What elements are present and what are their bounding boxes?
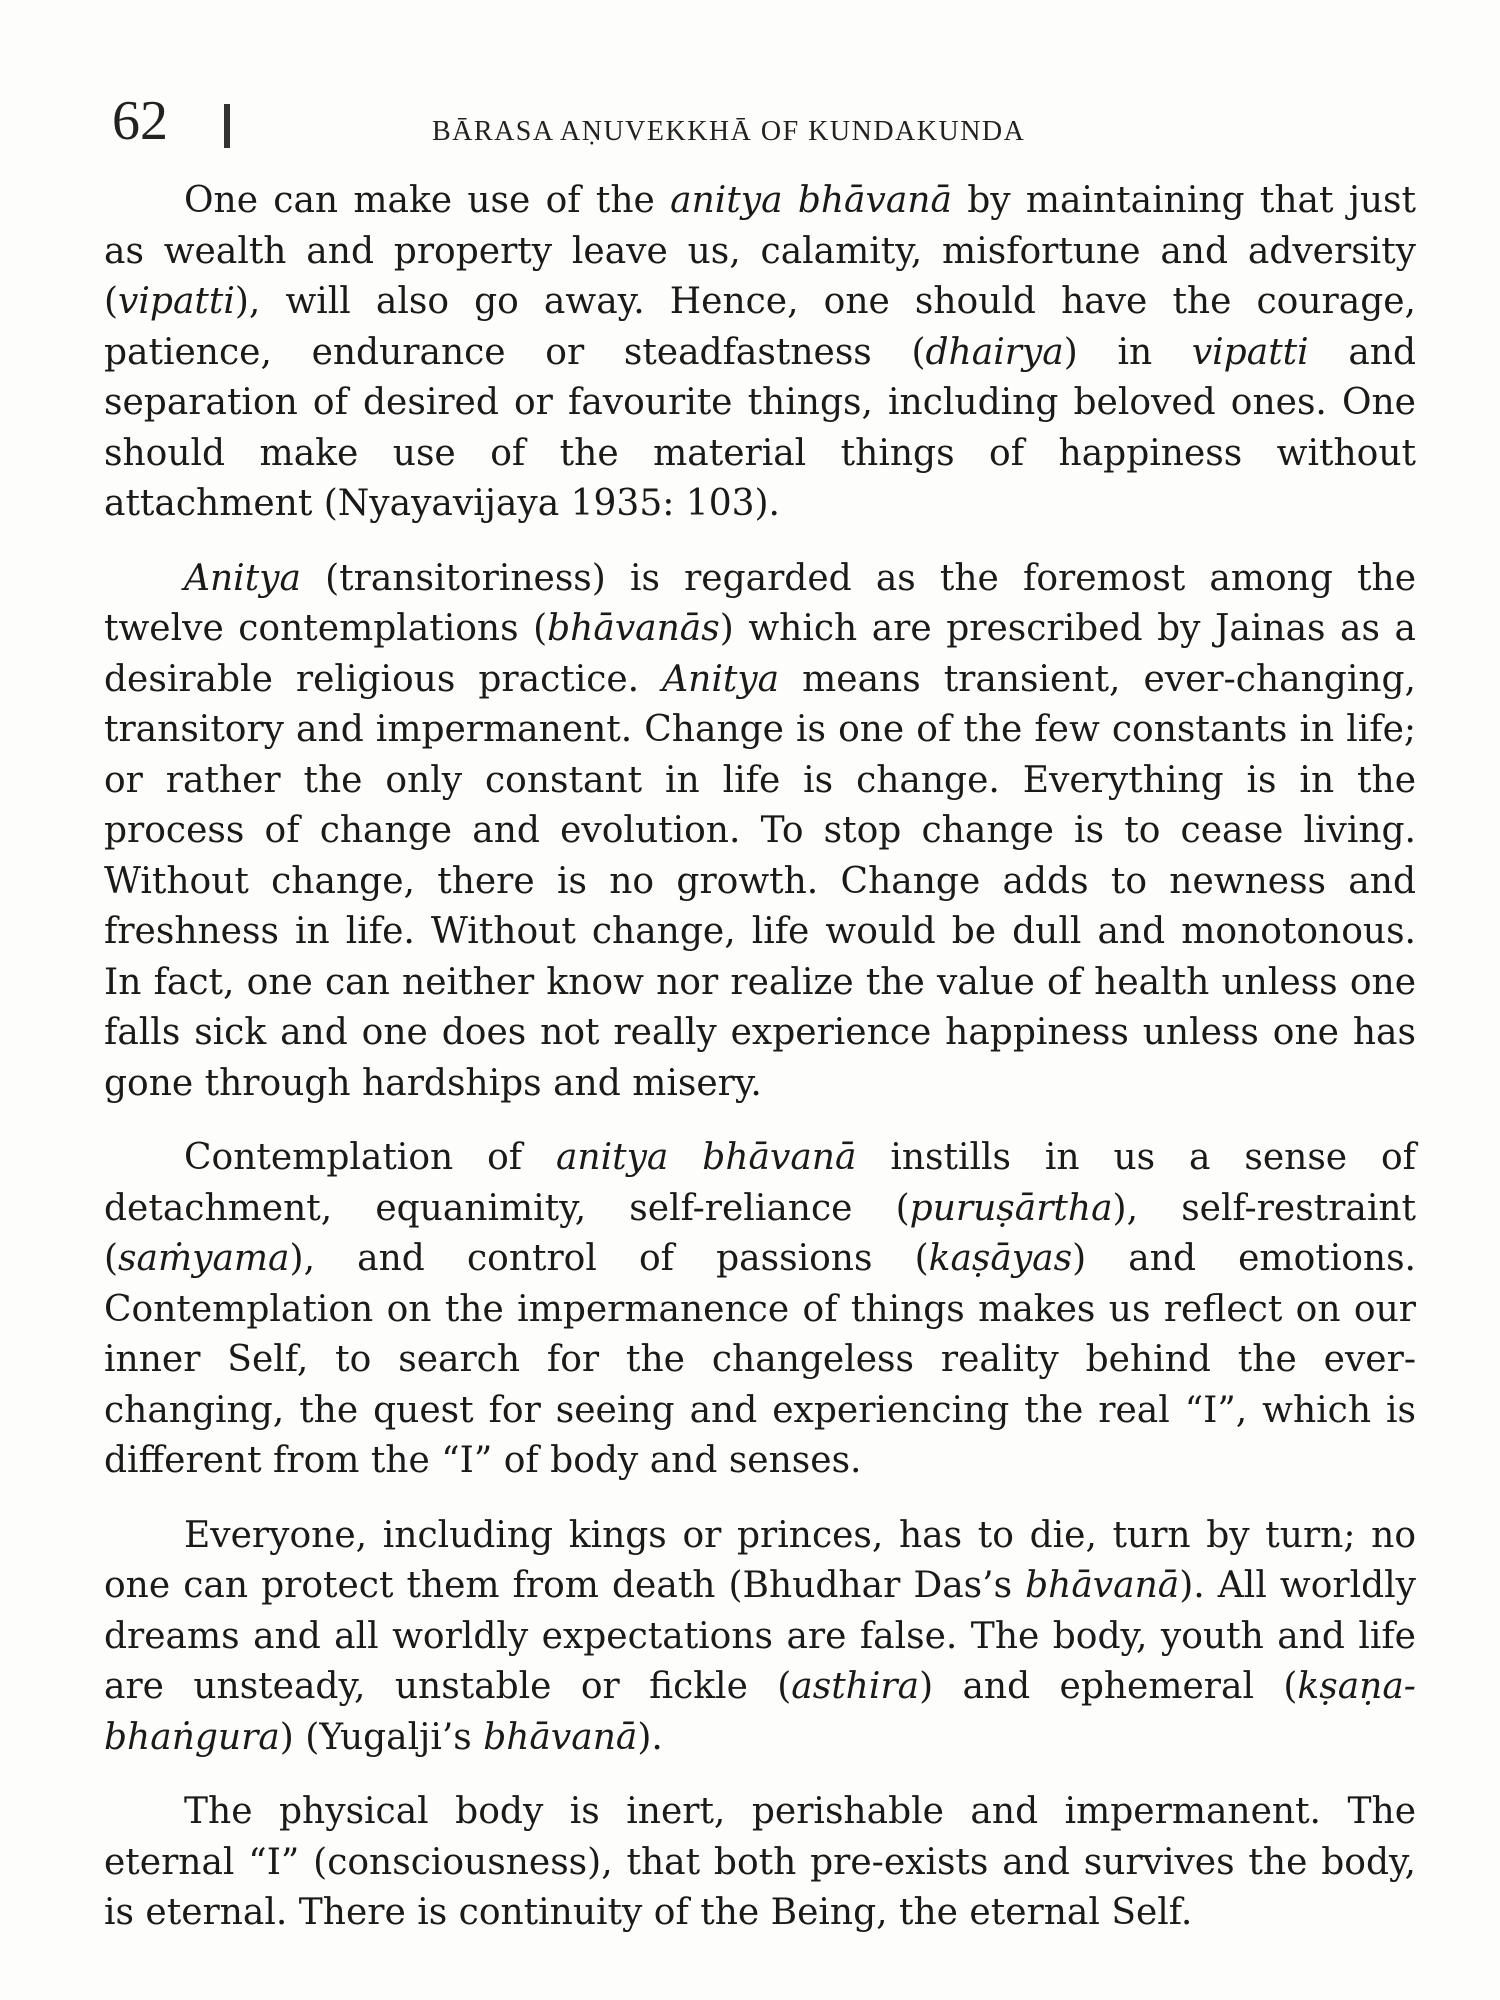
italic-term: Anitya bbox=[662, 658, 780, 700]
paragraph-2 bbox=[104, 554, 1416, 1110]
text-run: ). All worldly dreams and all worldly expectations are false. The body, youth and life are unsteady, unstable or fickle ( bbox=[104, 1565, 1416, 1707]
text-run: (transitoriness) is regarded as the foremost among the twelve contemplations ( bbox=[104, 557, 1416, 649]
text-run: The physical body is inert, perishable and impermanent. The eternal “I” (consciousness), that both pre-exists and survives the body, is eternal. There is continuity of the Being, the eternal Self. bbox=[104, 1791, 1416, 1933]
italic-term: anitya bhāvanā bbox=[555, 1137, 857, 1178]
text-run: by maintaining that just as wealth and property leave us, calamity, misfortune and adversity ( bbox=[104, 180, 1416, 322]
text-run: ), self-restraint ( bbox=[104, 1187, 1416, 1279]
text-run: ) (Yugalji’s bbox=[279, 1716, 484, 1758]
running-head: BĀRASA AṆUVEKKHĀ OF KUNDAKUNDA bbox=[432, 116, 1026, 147]
italic-term: asthira bbox=[791, 1666, 920, 1707]
text-run: ), and control of passions ( bbox=[289, 1238, 929, 1279]
text-run: means transient, ever-changing, transitory and impermanent. Change is one of the few constants in life; or rather the only constant in life is change. Everything is in the process of change and evolution. To stop change is to cease living. Without change, there is no growth. Change adds to newness and freshness in life. Without change, life would be dull and monotonous. In fact, one can neither know nor realize the value of health unless one falls sick and one does not really experience happiness unless one has gone through hardships and misery. bbox=[104, 658, 1416, 1104]
italic-term: bhāvanās bbox=[547, 608, 720, 649]
paragraph-1 bbox=[104, 176, 1416, 530]
text-run: ) and ephemeral ( bbox=[919, 1666, 1298, 1707]
text-run: Contemplation of bbox=[184, 1137, 556, 1178]
italic-term: puruṣārtha bbox=[909, 1187, 1113, 1229]
text-run: ) which are prescribed by Jainas as a desirable religious practice. bbox=[104, 608, 1416, 700]
page-header bbox=[112, 88, 1412, 158]
header-divider bbox=[224, 104, 230, 148]
italic-term: anitya bhāvanā bbox=[670, 180, 952, 221]
page-number: 62 bbox=[112, 90, 168, 152]
italic-term: kaṣāyas bbox=[928, 1238, 1073, 1279]
text-run: instills in us a sense of detachment, equanimity, self-reliance ( bbox=[104, 1137, 1417, 1229]
text-run: ). bbox=[637, 1716, 663, 1758]
text-run: ) in bbox=[1063, 331, 1192, 373]
text-run: ), will also go away. Hence, one should have the courage, patience, endurance or steadfastness ( bbox=[104, 281, 1416, 373]
text-run: and separation of desired or favourite things, including beloved ones. One should make use of the material things of happiness without attachment (Nyayavijaya 1935: 103). bbox=[104, 331, 1417, 524]
body-text bbox=[104, 176, 1416, 1963]
italic-term: Anitya bbox=[184, 557, 301, 599]
italic-term: bhāvanā bbox=[483, 1716, 638, 1758]
italic-term: kṣaṇa-bhaṅgura bbox=[104, 1666, 1416, 1758]
italic-term: vipatti bbox=[118, 281, 235, 322]
text-run: One can make use of the bbox=[184, 180, 671, 221]
text-run: Everyone, including kings or princes, has to die, turn by turn; no one can protect them from death (Bhudhar Das’s bbox=[104, 1514, 1416, 1606]
italic-term: bhāvanā bbox=[1025, 1565, 1180, 1606]
paragraph-3 bbox=[104, 1133, 1416, 1487]
text-run: ) and emotions. Contemplation on the impermanence of things makes us reflect on our inner Self, to search for the changeless reality behind the ever-changing, the quest for seeing and experiencing the real “I”, which is different from the “I” of body and senses. bbox=[104, 1238, 1417, 1481]
italic-term: dhairya bbox=[925, 331, 1064, 373]
italic-term: vipatti bbox=[1191, 331, 1309, 373]
paragraph-5 bbox=[104, 1787, 1416, 1939]
italic-term: saṁyama bbox=[118, 1238, 290, 1279]
paragraph-4 bbox=[104, 1511, 1416, 1764]
